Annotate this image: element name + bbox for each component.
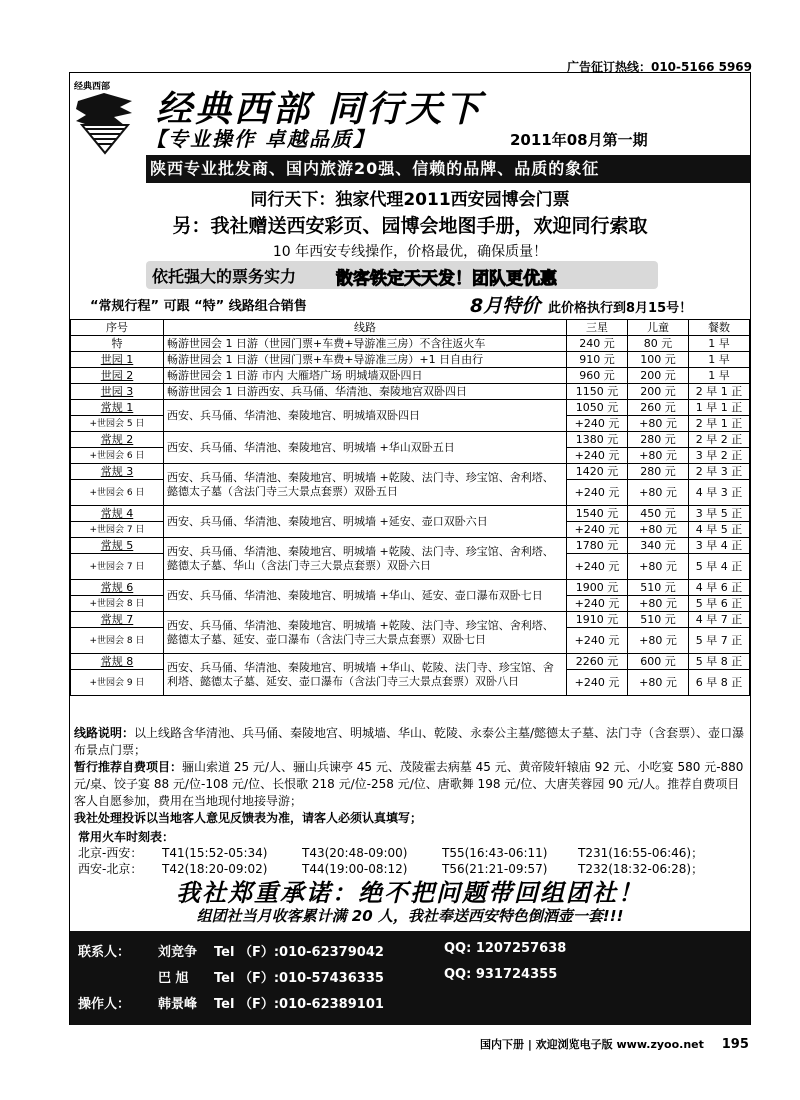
child-price: 510 元 (628, 580, 689, 596)
addon-meal-count: 3 早 2 正 (689, 448, 750, 464)
route-desc-label: 线路说明： (74, 726, 135, 740)
notes-section (74, 725, 746, 827)
addon-child-price: +80 元 (628, 670, 689, 696)
route-code (71, 654, 164, 670)
headline-expo-tickets: 同行天下：独家代理2011西安园博会门票 (250, 190, 570, 210)
three-star-price: 1380 元 (567, 432, 628, 448)
expo-addon: +世园会 6 日 (71, 448, 164, 464)
route-description: 西安、兵马俑、华清池、秦陵地宫、明城墙 +华山、乾陵、法门寺、珍宝馆、舍利塔、懿德太子墓、延安、壶口瀑布（含法门寺三大景点套票）双卧八日 (164, 654, 567, 696)
table-row (71, 400, 750, 416)
three-star-price: 2260 元 (567, 654, 628, 670)
recommend-text: 骊山索道 25 元/人、骊山兵谏亭 45 元、茂陵霍去病墓 45 元、黄帝陵轩辕庙 92 元、小吃宴 580 元-880 元/桌、饺子宴 88 元/位-108 元/位、长恨歌 218 元/位-258 元/位、唐歌舞 198 元/位、大唐芙蓉园 90 元/人。推荐自费项目客人自愿参加，费用在当地现付地接导游； (74, 760, 744, 808)
addon-child-price: +80 元 (628, 596, 689, 612)
route-description: 西安、兵马俑、华清池、秦陵地宫、明城墙双卧四日 (164, 400, 567, 432)
col-child: 儿童 (628, 320, 689, 336)
train-direction: 北京-西安： (78, 846, 143, 860)
train-time: T56(21:21-09:57) (442, 862, 548, 876)
optional-projects (74, 759, 746, 810)
route-code (71, 538, 164, 554)
three-star-price: 1540 元 (567, 506, 628, 522)
three-star-price: 960 元 (567, 368, 628, 384)
ad-header (70, 73, 750, 191)
child-price: 200 元 (628, 384, 689, 400)
meal-count: 3 早 5 正 (689, 506, 750, 522)
addon-child-price: +80 元 (628, 480, 689, 506)
addon-meal-count: 6 早 8 正 (689, 670, 750, 696)
promise-banner: 我社郑重承诺：绝不把问题带回组团社！ (176, 879, 644, 907)
train-schedule (78, 829, 703, 877)
expo-addon: +世园会 9 日 (71, 670, 164, 696)
ticket-banner (146, 261, 658, 289)
addon-three-star-price: +240 元 (567, 670, 628, 696)
daily-departure-text: 散客铁定天天发！团队更优惠 (336, 269, 557, 289)
headline-experience: 10 年西安专线操作，价格最优，确保质量！ (272, 244, 548, 260)
company-logo (74, 79, 136, 153)
train-time: T43(20:48-09:00) (302, 846, 408, 860)
meal-count: 2 早 3 正 (689, 464, 750, 480)
addon-three-star-price: +240 元 (567, 416, 628, 432)
complaint-note (74, 810, 746, 827)
child-price: 260 元 (628, 400, 689, 416)
table-row (71, 464, 750, 480)
route-code-label: 常规 6 (100, 580, 134, 594)
expo-addon: +世园会 6 日 (71, 480, 164, 506)
addon-meal-count: 5 早 7 正 (689, 628, 750, 654)
meal-count: 1 早 (689, 336, 750, 352)
ad-hotline: 广告征订热线：010-5166 5969 (566, 60, 752, 74)
gift-offer: 组团社当月收客累计满 20 人，我社奉送西安特色倒酒壶一套!!! (196, 907, 624, 925)
addon-meal-count: 4 早 5 正 (689, 522, 750, 538)
route-code-label: 常规 4 (100, 506, 134, 520)
route-code (71, 400, 164, 416)
child-price: 450 元 (628, 506, 689, 522)
route-description: 畅游世园会 1 日游（世园门票+车费+导游准三房）不含往返火车 (164, 336, 567, 352)
contact-name: 巴 旭 (158, 971, 189, 986)
route-description: 西安、兵马俑、华清池、秦陵地宫、明城墙 +乾陵、法门寺、珍宝馆、舍利塔、懿德太子墓、华山（含法门寺三大景点套票）双卧六日 (164, 538, 567, 580)
page-number: 195 (721, 1037, 749, 1052)
route-code (71, 352, 164, 368)
route-desc-text: 以上线路含华清池、兵马俑、秦陵地宫、明城墙、华山、乾陵、永泰公主墓/懿德太子墓、法门寺（含套票）、壶口瀑布景点门票； (74, 726, 745, 757)
train-schedule-label: 常用火车时刻表： (78, 830, 175, 844)
operator-name: 韩景峰 (158, 997, 198, 1012)
train-time: T231(16:55-06:46)； (578, 846, 704, 860)
meal-count: 4 早 7 正 (689, 612, 750, 628)
table-row (71, 432, 750, 448)
meal-count: 5 早 8 正 (689, 654, 750, 670)
col-route: 线路 (164, 320, 567, 336)
route-code-label: 常规 1 (100, 400, 134, 414)
train-time: T232(18:32-06:28)； (578, 862, 704, 876)
route-description: 西安、兵马俑、华清池、秦陵地宫、明城墙 +华山双卧五日 (164, 432, 567, 464)
route-description: 西安、兵马俑、华清池、秦陵地宫、明城墙 +乾陵、法门寺、珍宝馆、舍利塔、懿德太子墓、延安、壶口瀑布（含法门寺三大景点套票）双卧七日 (164, 612, 567, 654)
route-code (71, 506, 164, 522)
col-meals: 餐数 (689, 320, 750, 336)
complaint-text: 我社处理投诉以当地客人意见反馈表为准，请客人必须认真填写； (74, 811, 423, 825)
route-description: 畅游世园会 1 日游（世园门票+车费+导游准三房）+1 日自由行 (164, 352, 567, 368)
contact-panel (70, 931, 750, 1025)
operator-tel: Tel （F）:010-62389101 (214, 997, 384, 1012)
train-time: T41(15:52-05:34) (162, 846, 268, 860)
contact-qq: QQ: 1207257638 (444, 941, 567, 956)
table-header-row (71, 320, 750, 336)
meal-count: 1 早 (689, 352, 750, 368)
addon-three-star-price: +240 元 (567, 448, 628, 464)
route-code (71, 336, 164, 352)
three-star-price: 1150 元 (567, 384, 628, 400)
route-code (71, 464, 164, 480)
meal-count: 1 早 1 正 (689, 400, 750, 416)
col-code: 序号 (71, 320, 164, 336)
child-price: 340 元 (628, 538, 689, 554)
ad-frame (69, 72, 751, 1025)
route-code-label: 常规 3 (100, 464, 134, 478)
route-code-label: 世园 1 (100, 352, 134, 366)
three-star-price: 1780 元 (567, 538, 628, 554)
issue-date: 2011年08月第一期 (510, 131, 648, 149)
child-price: 100 元 (628, 352, 689, 368)
meal-count: 2 早 1 正 (689, 384, 750, 400)
col-three-star: 三星 (567, 320, 628, 336)
child-price: 80 元 (628, 336, 689, 352)
table-row (71, 612, 750, 628)
contact-tel: Tel （F）:010-57436335 (214, 971, 384, 986)
contact-tel: Tel （F）:010-62379042 (214, 945, 384, 960)
table-row (71, 506, 750, 522)
route-code (71, 580, 164, 596)
three-star-price: 1900 元 (567, 580, 628, 596)
route-description: 西安、兵马俑、华清池、秦陵地宫、明城墙 +延安、壶口双卧六日 (164, 506, 567, 538)
route-code-label: 常规 5 (100, 538, 134, 552)
operator-label: 操作人： (78, 997, 131, 1012)
expo-addon: +世园会 8 日 (71, 628, 164, 654)
meal-count: 1 早 (689, 368, 750, 384)
addon-child-price: +80 元 (628, 522, 689, 538)
meal-count: 2 早 2 正 (689, 432, 750, 448)
addon-three-star-price: +240 元 (567, 480, 628, 506)
route-code-label: 常规 8 (100, 654, 134, 668)
route-description (74, 725, 746, 759)
august-special: 8月特价 (470, 295, 541, 317)
logo-text: 经典西部 (74, 82, 111, 92)
three-star-price: 1420 元 (567, 464, 628, 480)
brand-title: 经典西部 同行天下 (156, 88, 484, 130)
child-price: 280 元 (628, 432, 689, 448)
brand-slogan: 【专业操作 卓越品质】 (146, 127, 375, 151)
route-code (71, 432, 164, 448)
eagle-logo-icon (74, 91, 136, 155)
footer-text: 国内下册 | 欢迎浏览电子版 www.zyoo.net (480, 1038, 704, 1051)
train-time: T42(18:20-09:02) (162, 862, 268, 876)
table-row (71, 336, 750, 352)
contact-label: 联系人： (78, 945, 131, 960)
contact-qq: QQ: 931724355 (444, 967, 558, 982)
addon-three-star-price: +240 元 (567, 522, 628, 538)
route-description: 畅游世园会 1 日游西安、兵马俑、华清池、秦陵地宫双卧四日 (164, 384, 567, 400)
three-star-price: 1050 元 (567, 400, 628, 416)
price-validity: 此价格执行到8月15号！ (548, 301, 693, 316)
addon-meal-count: 5 早 4 正 (689, 554, 750, 580)
route-code-label: 世园 2 (100, 368, 134, 382)
addon-three-star-price: +240 元 (567, 554, 628, 580)
table-row (71, 654, 750, 670)
ticket-banner-text: 依托强大的票务实力 (152, 267, 297, 286)
addon-child-price: +80 元 (628, 448, 689, 464)
child-price: 200 元 (628, 368, 689, 384)
addon-meal-count: 5 早 6 正 (689, 596, 750, 612)
route-description: 西安、兵马俑、华清池、秦陵地宫、明城墙 +华山、延安、壶口瀑布双卧七日 (164, 580, 567, 612)
route-code-label: 常规 7 (100, 612, 134, 626)
page-footer (480, 1036, 749, 1052)
price-table (70, 319, 750, 696)
train-time: T44(19:00-08:12) (302, 862, 408, 876)
route-code-label: 常规 2 (100, 432, 134, 446)
route-code (71, 368, 164, 384)
meal-count: 4 早 6 正 (689, 580, 750, 596)
route-combo-note: “常规行程” 可跟 “特” 线路组合销售 (90, 299, 307, 314)
addon-child-price: +80 元 (628, 554, 689, 580)
route-description: 畅游世园会 1 日游 市内 大雁塔广场 明城墙双卧四日 (164, 368, 567, 384)
recommend-label: 暂行推荐自费项目： (74, 760, 183, 774)
train-time: T55(16:43-06:11) (442, 846, 548, 860)
route-code (71, 384, 164, 400)
table-row (71, 538, 750, 554)
addon-meal-count: 2 早 1 正 (689, 416, 750, 432)
route-description: 西安、兵马俑、华清池、秦陵地宫、明城墙 +乾陵、法门寺、珍宝馆、舍利塔、懿德太子墓（含法门寺三大景点套票）双卧五日 (164, 464, 567, 506)
route-code-label: 世园 3 (100, 384, 134, 398)
table-row (71, 580, 750, 596)
addon-meal-count: 4 早 3 正 (689, 480, 750, 506)
headline-gift-maps: 另：我社赠送西安彩页、园博会地图手册，欢迎同行索取 (172, 215, 648, 237)
addon-three-star-price: +240 元 (567, 628, 628, 654)
contact-name: 刘竞争 (158, 945, 198, 960)
addon-three-star-price: +240 元 (567, 596, 628, 612)
train-direction: 西安-北京： (78, 862, 143, 876)
meal-count: 3 早 4 正 (689, 538, 750, 554)
child-price: 600 元 (628, 654, 689, 670)
train-row-beijing-xian (78, 845, 703, 861)
addon-child-price: +80 元 (628, 628, 689, 654)
expo-addon: +世园会 8 日 (71, 596, 164, 612)
three-star-price: 1910 元 (567, 612, 628, 628)
expo-addon: +世园会 7 日 (71, 522, 164, 538)
child-price: 280 元 (628, 464, 689, 480)
three-star-price: 240 元 (567, 336, 628, 352)
route-code (71, 612, 164, 628)
table-row (71, 368, 750, 384)
table-row (71, 352, 750, 368)
table-row (71, 384, 750, 400)
three-star-price: 910 元 (567, 352, 628, 368)
child-price: 510 元 (628, 612, 689, 628)
tagline-bar: 陕西专业批发商、国内旅游20强、信赖的品牌、品质的象征 (146, 155, 750, 183)
expo-addon: +世园会 5 日 (71, 416, 164, 432)
expo-addon: +世园会 7 日 (71, 554, 164, 580)
route-code-label: 特 (111, 336, 123, 350)
addon-child-price: +80 元 (628, 416, 689, 432)
